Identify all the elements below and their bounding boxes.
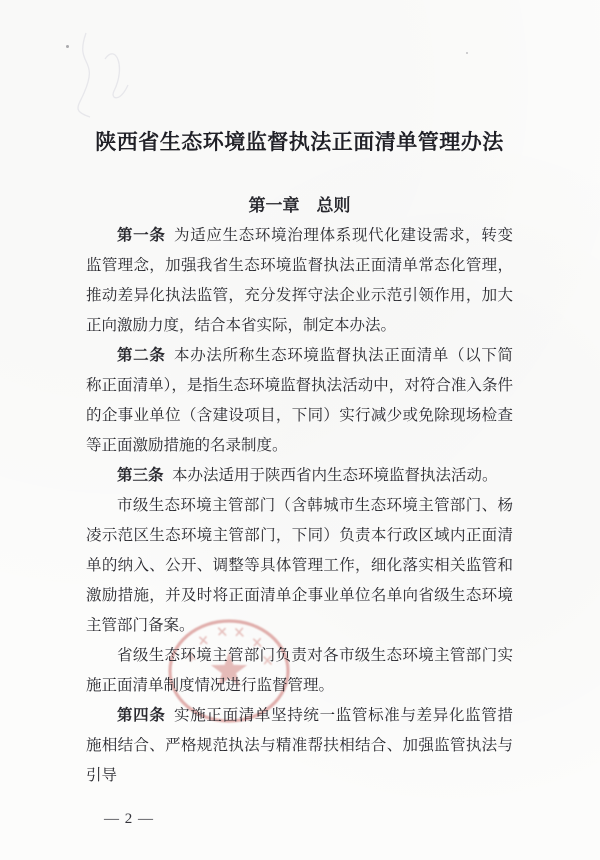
article-4-number: 第四条 [117,707,166,724]
article-3-number: 第三条 [117,467,164,484]
document-title: 陕西省生态环境监督执法正面清单管理办法 [95,130,504,154]
paragraph-province-level-duties [86,641,513,701]
paragraph-article-2 [86,341,513,461]
article-2-number: 第二条 [117,347,166,364]
paragraph-article-4 [86,701,513,791]
article-1-number: 第一条 [117,227,166,244]
chapter-heading: 第一章 总则 [248,196,351,215]
document-content [86,0,513,830]
paragraph-article-1 [86,221,513,341]
article-1-text: 为适应生态环境治理体系现代化建设需求，转变监管理念，加强我省生态环境监督执法正面清单常态化管理，推动差异化执法监管，充分发挥守法企业示范引领作用，加大正向激励力度，结合本省实际，制定本办法。 [86,227,513,334]
document-body [86,221,513,791]
page-number: — 2 — [104,811,154,827]
paragraph-5-text: 省级生态环境主管部门负责对各市级生态环境主管部门实施正面清单制度情况进行监督管理。 [86,647,513,694]
paragraph-4-text: 市级生态环境主管部门（含韩城市生态环境主管部门、杨凌示范区生态环境主管部门，下同）负责本行政区域内正面清单的纳入、公开、调整等具体管理工作，细化落实相关监管和激励措施，并及时将正面清单企事业单位名单向省级生态环境主管部门备案。 [86,497,513,634]
paragraph-city-level-duties [86,491,513,641]
scan-speck [66,45,69,48]
paragraph-article-3 [86,461,513,491]
article-2-text: 本办法所称生态环境监督执法正面清单（以下简称正面清单），是指生态环境监督执法活动中，对符合准入条件的企事业单位（含建设项目，下同）实行减少或免除现场检查等正面激励措施的名录制度。 [86,347,513,454]
article-4-text: 实施正面清单坚持统一监管标准与差异化监管措施相结合、严格规范执法与精准帮扶相结合、加强监管执法与引导 [86,707,513,784]
article-3-text: 本办法适用于陕西省内生态环境监督执法活动。 [172,467,498,484]
